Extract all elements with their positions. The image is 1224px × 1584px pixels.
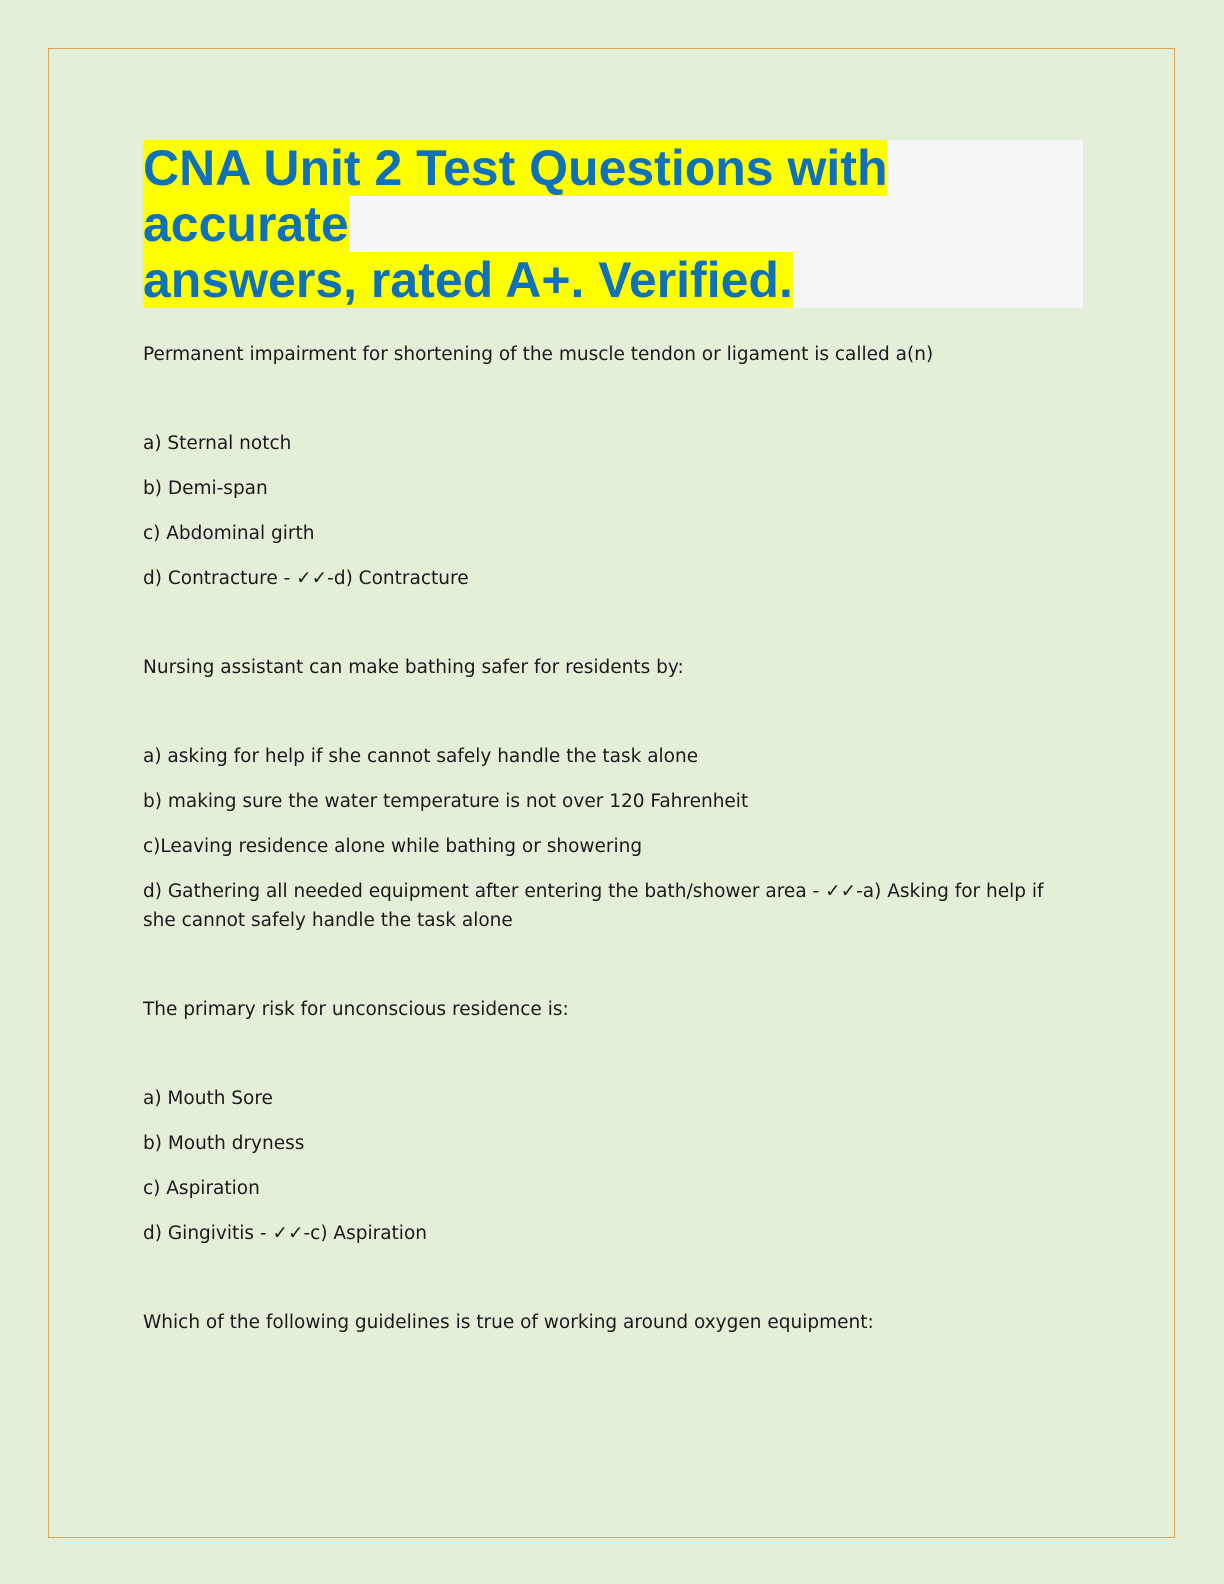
title-line-2: answers, rated A+. Verified.	[143, 252, 793, 308]
question-2-option-a: a) asking for help if she cannot safely handle the task alone	[143, 746, 699, 767]
question-3-option-d-answer: d) Gingivitis - ✓✓-c) Aspiration	[143, 1223, 427, 1244]
question-3-option-b: b) Mouth dryness	[143, 1133, 305, 1154]
document-body	[143, 340, 1063, 1397]
question-1-option-d-answer: d) Contracture - ✓✓-d) Contracture	[143, 568, 469, 589]
question-2-option-d-answer: d) Gathering all needed equipment after entering the bath/shower area - ✓✓-a) Asking for help if she cannot safely handle the task alone	[143, 881, 1044, 931]
question-4: Which of the following guidelines is true of working around oxygen equipment:	[143, 1312, 874, 1333]
question-2: Nursing assistant can make bathing safer for residents by:	[143, 657, 684, 678]
question-1: Permanent impairment for shortening of the muscle tendon or ligament is called a(n)	[143, 344, 934, 365]
question-2-option-c: c)Leaving residence alone while bathing or showering	[143, 836, 643, 857]
question-1-option-b: b) Demi-span	[143, 478, 268, 499]
question-1-option-a: a) Sternal notch	[143, 433, 292, 454]
title-line-1: CNA Unit 2 Test Questions with accurate	[143, 140, 888, 252]
title-block	[143, 140, 1083, 308]
question-1-options	[143, 429, 1063, 593]
question-3-option-c: c) Aspiration	[143, 1178, 260, 1199]
question-3-option-a: a) Mouth Sore	[143, 1088, 273, 1109]
question-1-option-c: c) Abdominal girth	[143, 523, 315, 544]
document-title	[143, 140, 1083, 308]
question-3-options	[143, 1084, 1063, 1248]
question-2-options	[143, 742, 1063, 935]
question-2-option-b: b) making sure the water temperature is not over 120 Fahrenheit	[143, 791, 749, 812]
question-3: The primary risk for unconscious residence is:	[143, 999, 569, 1020]
